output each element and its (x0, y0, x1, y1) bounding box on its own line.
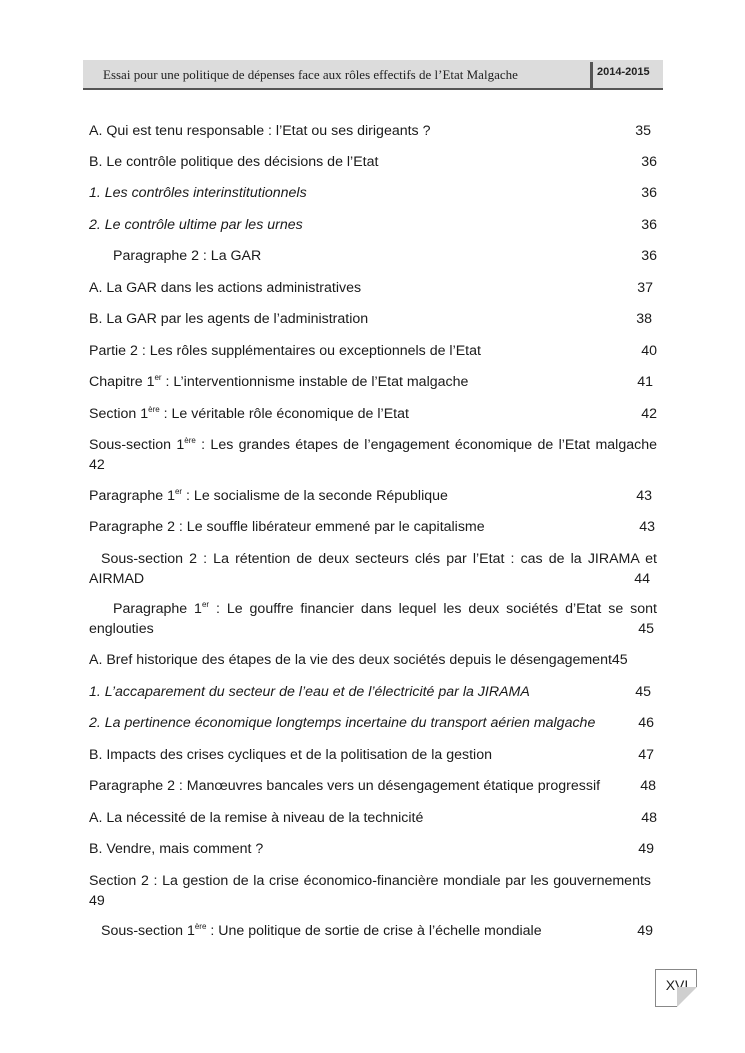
toc-page-number: 41 (637, 374, 653, 390)
toc-page-number: 36 (641, 217, 657, 233)
toc-page-number: 49 (89, 893, 105, 909)
toc-page-number: 45 (611, 652, 628, 668)
toc-page-number: 49 (638, 841, 654, 857)
page-number-box (655, 969, 697, 1007)
toc-entry: Section 2 : La gestion de la crise économico-financière mondiale par les gouvernements 49 (89, 871, 657, 911)
header-title: Essai pour une politique de dépenses face aux rôles effectifs de l’Etat Malgache (103, 67, 518, 82)
toc-page-number: 42 (641, 406, 657, 422)
toc-page-number: 48 (641, 810, 657, 826)
toc-page-number: 47 (638, 747, 654, 763)
toc-page-number: 35 (635, 123, 651, 139)
toc-page-number: 36 (641, 248, 657, 264)
toc-page-number: 49 (637, 923, 653, 939)
toc-page-number: 45 (638, 621, 654, 637)
toc-entry: Sous-section 2 : La rétention de deux secteurs clés par l’Etat : cas de la JIRAMA et AIRMAD 44 (89, 551, 657, 587)
toc-entry: Sous-section 1ère : Les grandes étapes de l’engagement économique de l’Etat malgache 42 (89, 436, 657, 473)
toc-entry: Paragraphe 1er : Le gouffre financier dans lequel les deux sociétés d’Etat se sont englouties 45 (89, 600, 657, 637)
running-header (83, 60, 663, 90)
toc-page-number: 37 (637, 280, 653, 296)
toc-page-number: 43 (639, 519, 655, 535)
toc-page-number: 43 (636, 488, 652, 504)
toc-page-number: 42 (89, 457, 105, 473)
toc-page-number: 36 (641, 185, 657, 201)
toc-page-number: 38 (636, 311, 652, 327)
header-year: 2014-2015 (597, 66, 650, 78)
toc-page-number: 45 (635, 684, 651, 700)
toc-page-number: 46 (638, 715, 654, 731)
toc-page-number: 48 (640, 778, 656, 794)
toc-page-number: 36 (641, 154, 657, 170)
page-curl-icon (677, 987, 697, 1007)
toc-page-number: 40 (641, 343, 657, 359)
toc-page-number: 44 (634, 571, 650, 587)
page-number: XVI (665, 977, 689, 993)
header-separator (590, 62, 593, 88)
